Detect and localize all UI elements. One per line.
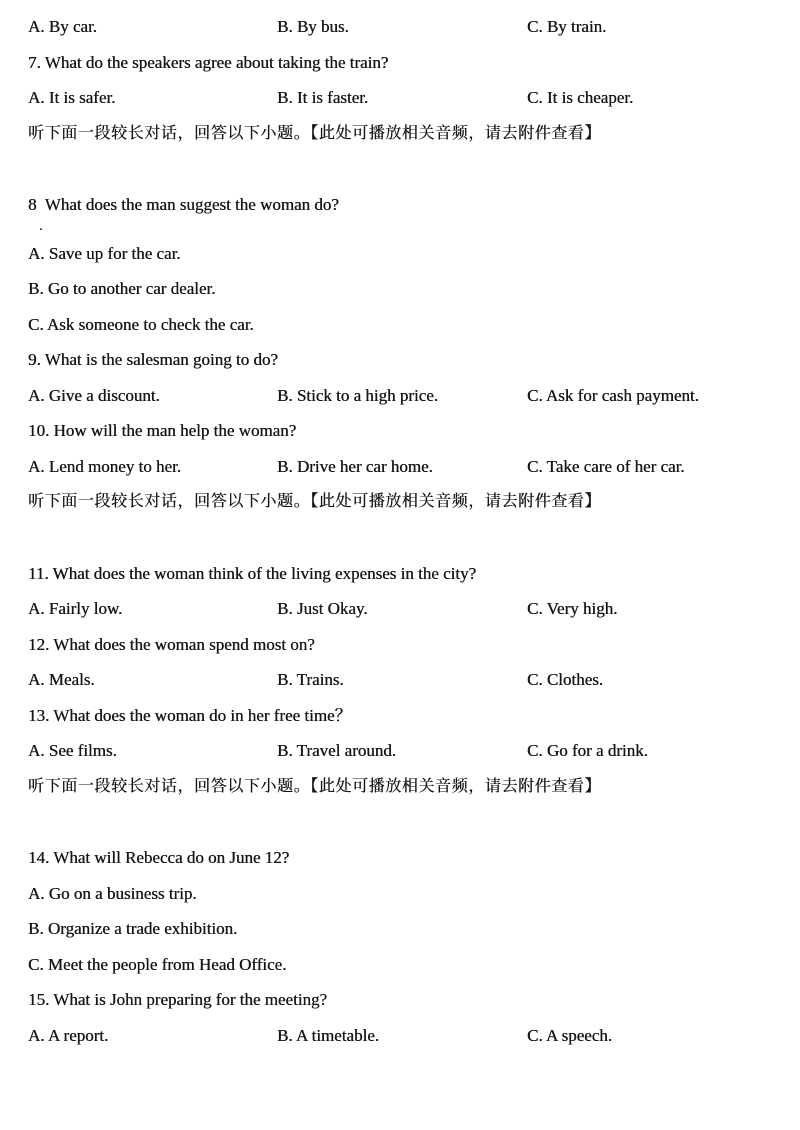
- question-line: [28, 187, 784, 223]
- option-line: [28, 236, 784, 272]
- line-text: 14. What will Rebecca do on June 12?: [28, 848, 290, 867]
- instruction-line: [28, 116, 784, 152]
- option-b: B. Travel around.: [277, 741, 396, 760]
- line-text: 听下面一段较长对话，回答以下小题。【此处可播放相关音频，请去附件查看】: [28, 777, 602, 795]
- stray-mark-glyph: .: [39, 218, 43, 234]
- option-row: [28, 378, 784, 414]
- option-line: [28, 271, 784, 307]
- option-a: A. Meals.: [28, 670, 95, 689]
- option-c: C. It is cheaper.: [527, 88, 634, 107]
- option-a: A. Give a discount.: [28, 385, 160, 405]
- option-a: A. It is safer.: [28, 88, 116, 107]
- option-b: B. Drive her car home.: [277, 456, 433, 476]
- line-text: 12. What does the woman spend most on?: [28, 634, 315, 654]
- option-row: [28, 449, 784, 485]
- question-line: [28, 698, 784, 734]
- option-c: C. Go for a drink.: [527, 741, 648, 760]
- instruction-line: [28, 769, 784, 805]
- line-text: 15. What is John preparing for the meeting?: [28, 990, 327, 1009]
- option-a: A. Fairly low.: [28, 599, 123, 618]
- option-c: C. By train.: [527, 17, 607, 36]
- option-row: [28, 80, 784, 116]
- line-text: 听下面一段较长对话，回答以下小题。【此处可播放相关音频，请去附件查看】: [28, 493, 602, 510]
- question-line: [28, 45, 784, 81]
- option-c: C. Take care of her car.: [527, 456, 685, 476]
- option-b: B. A timetable.: [277, 1025, 379, 1045]
- option-line: [28, 911, 784, 947]
- option-b: B. It is faster.: [277, 88, 369, 107]
- option-row: [28, 9, 784, 45]
- question-line: [28, 342, 784, 378]
- option-a: A. By car.: [28, 17, 97, 36]
- option-line: [28, 876, 784, 912]
- line-text: 10. How will the man help the woman?: [28, 421, 297, 440]
- option-c: C. Ask for cash payment.: [527, 385, 699, 405]
- line-text: A. Save up for the car.: [28, 243, 181, 263]
- option-line: [28, 947, 784, 983]
- stray-mark: [28, 218, 784, 236]
- option-b: B. Stick to a high price.: [277, 385, 439, 405]
- option-row: [28, 591, 784, 627]
- line-text: 听下面一段较长对话，回答以下小题。【此处可播放相关音频，请去附件查看】: [28, 124, 602, 142]
- line-text: 11. What does the woman think of the living expenses in the city?: [28, 563, 477, 583]
- line-text: C. Ask someone to check the car.: [28, 314, 254, 334]
- line-text: 9. What is the salesman going to do?: [28, 350, 278, 369]
- line-text: B. Go to another car dealer.: [28, 279, 216, 298]
- question-line: [28, 840, 784, 876]
- option-a: A. See films.: [28, 741, 117, 760]
- line-text: 13. What does the woman do in her free time？: [28, 705, 352, 725]
- option-b: B. Just Okay.: [277, 599, 368, 618]
- option-b: B. Trains.: [277, 670, 344, 689]
- option-row: [28, 733, 784, 769]
- question-line: [28, 982, 784, 1018]
- option-a: A. A report.: [28, 1025, 109, 1045]
- option-row: [28, 1018, 784, 1054]
- option-c: C. A speech.: [527, 1025, 612, 1045]
- option-b: B. By bus.: [277, 17, 349, 36]
- option-c: C. Clothes.: [527, 670, 604, 689]
- question-line: [28, 556, 784, 592]
- line-text: C. Meet the people from Head Office.: [28, 954, 287, 974]
- line-text: B. Organize a trade exhibition.: [28, 919, 238, 938]
- line-text: 7. What do the speakers agree about taking the train?: [28, 52, 389, 72]
- option-line: [28, 307, 784, 343]
- line-text: A. Go on a business trip.: [28, 883, 197, 903]
- instruction-line: [28, 484, 784, 520]
- question-line: [28, 627, 784, 663]
- question-line: [28, 413, 784, 449]
- option-row: [28, 662, 784, 698]
- line-text: 8 What does the man suggest the woman do?: [28, 195, 339, 214]
- option-a: A. Lend money to her.: [28, 456, 181, 476]
- option-c: C. Very high.: [527, 599, 618, 618]
